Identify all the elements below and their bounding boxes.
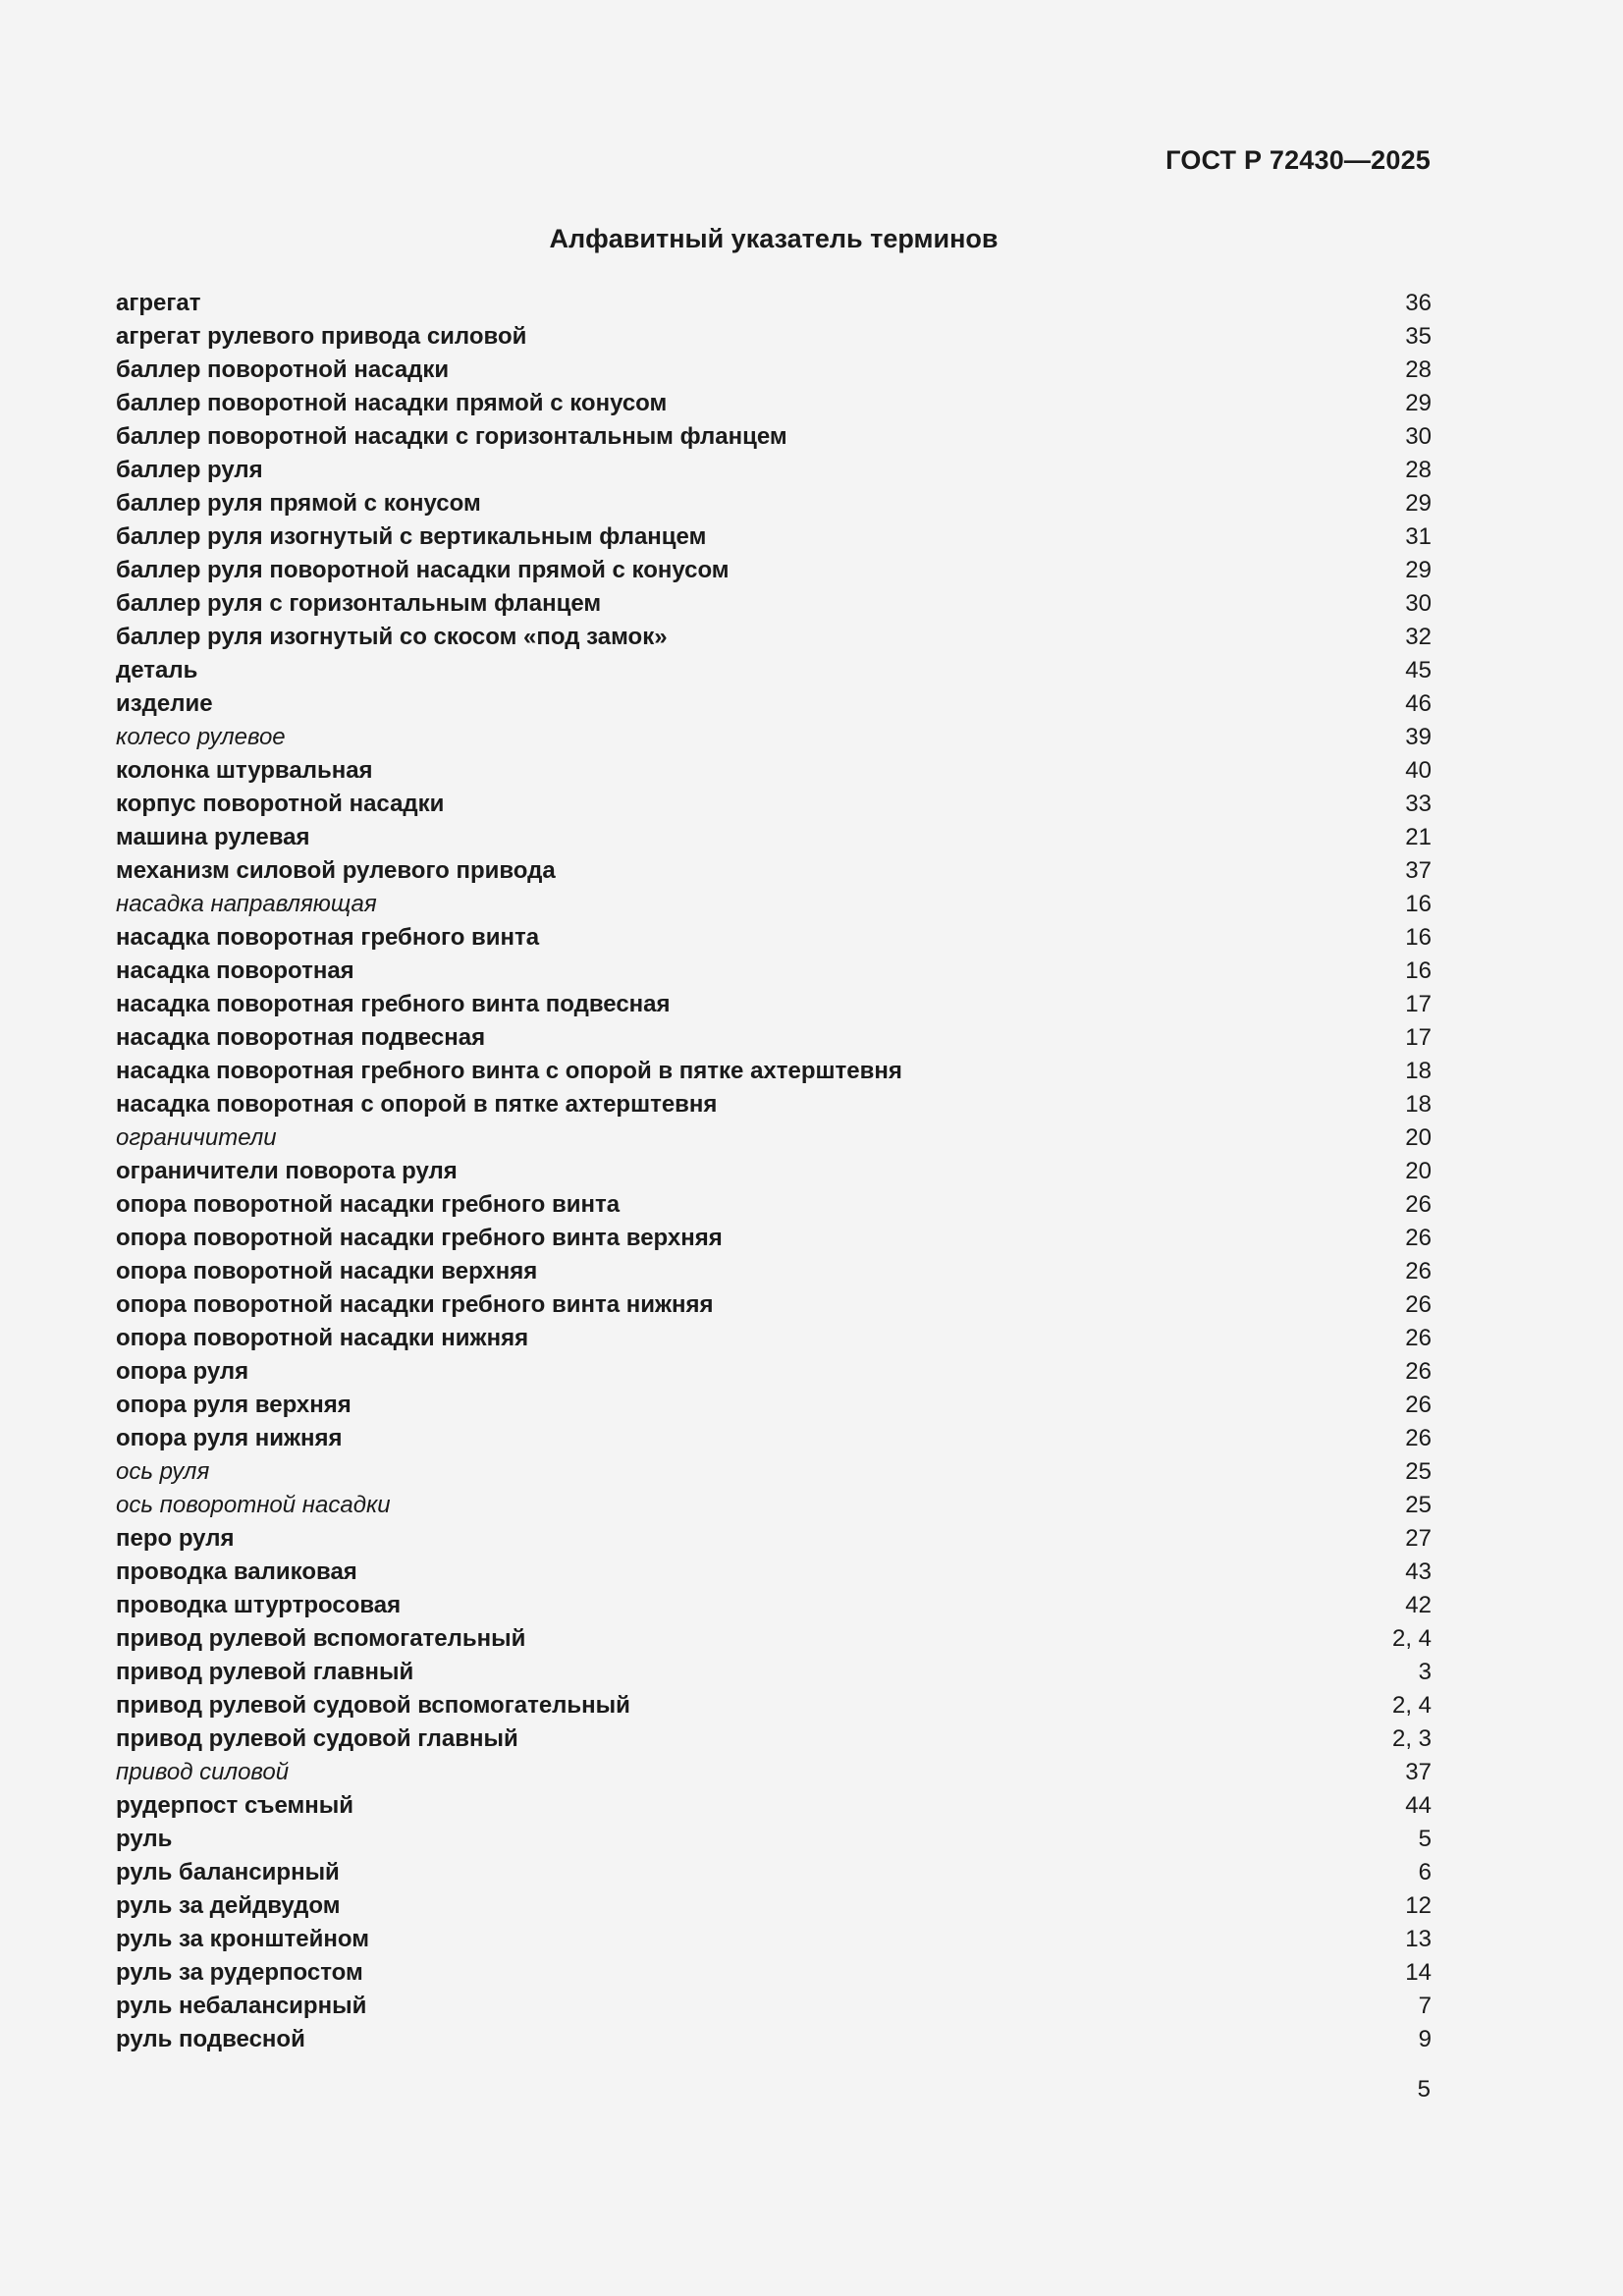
index-term: привод рулевой судовой главный: [116, 1725, 518, 1752]
index-entry: [116, 1255, 1432, 1288]
index-reference-number: 2, 4: [1391, 1692, 1432, 1719]
index-term: опора поворотной насадки гребного винта верхняя: [116, 1225, 723, 1251]
index-reference-number: 26: [1405, 1258, 1432, 1285]
index-reference-number: 16: [1405, 891, 1432, 917]
index-term: ограничители: [116, 1124, 277, 1151]
index-reference-number: 43: [1405, 1558, 1432, 1585]
index-term: баллер руля изогнутый с вертикальным фланцем: [116, 523, 707, 550]
index-reference-number: 35: [1405, 323, 1432, 350]
index-term: руль подвесной: [116, 2026, 305, 2052]
index-term: баллер руля с горизонтальным фланцем: [116, 590, 602, 617]
index-term: опора поворотной насадки верхняя: [116, 1258, 538, 1285]
index-term: проводка штуртросовая: [116, 1592, 402, 1618]
index-title: Алфавитный указатель терминов: [549, 224, 999, 253]
index-term: насадка поворотная гребного винта: [116, 924, 540, 951]
index-entry: [116, 1522, 1432, 1556]
document-code: ГОСТ Р 72430—2025: [1165, 145, 1431, 175]
index-entry: [116, 1489, 1432, 1522]
index-entry: [116, 788, 1432, 821]
index-term: опора поворотной насадки гребного винта нижняя: [116, 1291, 714, 1318]
index-entry: [116, 888, 1432, 921]
index-entry: [116, 621, 1432, 654]
index-reference-number: 7: [1418, 1993, 1432, 2019]
index-term: баллер поворотной насадки: [116, 356, 450, 383]
index-entry: [116, 2023, 1432, 2056]
index-entry: [116, 1889, 1432, 1923]
index-reference-number: 26: [1405, 1425, 1432, 1451]
index-term: проводка валиковая: [116, 1558, 357, 1585]
index-term: колонка штурвальная: [116, 757, 373, 784]
index-reference-number: 32: [1405, 624, 1432, 650]
index-entry: [116, 454, 1432, 487]
index-term: насадка направляющая: [116, 891, 377, 917]
index-reference-number: 40: [1405, 757, 1432, 784]
index-entry: [116, 487, 1432, 520]
index-term: корпус поворотной насадки: [116, 791, 445, 817]
index-entry: [116, 1689, 1432, 1722]
index-entry: [116, 354, 1432, 387]
index-reference-number: 30: [1405, 590, 1432, 617]
index-entry: [116, 1990, 1432, 2023]
index-reference-number: 33: [1405, 791, 1432, 817]
index-entry: [116, 420, 1432, 454]
index-reference-number: 21: [1405, 824, 1432, 850]
index-reference-number: 26: [1405, 1225, 1432, 1251]
index-entry: [116, 1823, 1432, 1856]
index-entry: [116, 587, 1432, 621]
index-term: ось руля: [116, 1458, 210, 1485]
index-reference-number: 25: [1405, 1492, 1432, 1518]
index-reference-number: 16: [1405, 957, 1432, 984]
index-entry: [116, 1789, 1432, 1823]
index-reference-number: 42: [1405, 1592, 1432, 1618]
index-term: насадка поворотная: [116, 957, 354, 984]
index-term: баллер поворотной насадки прямой с конусом: [116, 390, 668, 416]
index-entry: [116, 1556, 1432, 1589]
index-reference-number: 3: [1418, 1659, 1432, 1685]
index-term: баллер поворотной насадки с горизонтальным фланцем: [116, 423, 787, 450]
index-entry: [116, 988, 1432, 1021]
index-entry: [116, 821, 1432, 854]
index-term: ось поворотной насадки: [116, 1492, 391, 1518]
index-entry: [116, 687, 1432, 721]
index-term: опора поворотной насадки нижняя: [116, 1325, 529, 1351]
index-reference-number: 17: [1405, 1024, 1432, 1051]
index-reference-number: 6: [1418, 1859, 1432, 1886]
index-reference-number: 13: [1405, 1926, 1432, 1952]
index-reference-number: 2, 3: [1391, 1725, 1432, 1752]
index-term: опора поворотной насадки гребного винта: [116, 1191, 621, 1218]
index-term: агрегат рулевого привода силовой: [116, 323, 527, 350]
index-entry: [116, 1121, 1432, 1155]
index-entry: [116, 1622, 1432, 1656]
index-entry: [116, 387, 1432, 420]
index-term: машина рулевая: [116, 824, 310, 850]
index-reference-number: 31: [1405, 523, 1432, 550]
index-entry: [116, 1422, 1432, 1455]
index-entry: [116, 955, 1432, 988]
index-entry: [116, 320, 1432, 354]
index-entry: [116, 1656, 1432, 1689]
index-reference-number: 45: [1405, 657, 1432, 683]
index-term: перо руля: [116, 1525, 235, 1552]
index-entry: [116, 1455, 1432, 1489]
index-term: насадка поворотная подвесная: [116, 1024, 486, 1051]
index-term: привод рулевой судовой вспомогательный: [116, 1692, 630, 1719]
term-index-list: [116, 287, 1432, 2056]
index-reference-number: 26: [1405, 1191, 1432, 1218]
index-term: изделие: [116, 690, 213, 717]
index-reference-number: 26: [1405, 1325, 1432, 1351]
index-entry: [116, 721, 1432, 754]
index-reference-number: 20: [1405, 1124, 1432, 1151]
index-entry: [116, 1589, 1432, 1622]
page-number: 5: [1417, 2076, 1431, 2103]
index-reference-number: 28: [1405, 457, 1432, 483]
index-entry: [116, 1288, 1432, 1322]
index-term: привод силовой: [116, 1759, 290, 1785]
index-reference-number: 37: [1405, 857, 1432, 884]
index-reference-number: 46: [1405, 690, 1432, 717]
index-reference-number: 16: [1405, 924, 1432, 951]
index-entry: [116, 921, 1432, 955]
index-entry: [116, 1155, 1432, 1188]
index-term: деталь: [116, 657, 198, 683]
index-entry: [116, 1756, 1432, 1789]
index-reference-number: 2, 4: [1391, 1625, 1432, 1652]
index-term: опора руля нижняя: [116, 1425, 343, 1451]
index-entry: [116, 1389, 1432, 1422]
index-entry: [116, 1722, 1432, 1756]
index-term: баллер руля прямой с конусом: [116, 490, 481, 517]
index-reference-number: 37: [1405, 1759, 1432, 1785]
index-term: опора руля: [116, 1358, 249, 1385]
index-term: баллер руля: [116, 457, 263, 483]
index-entry: [116, 1222, 1432, 1255]
index-reference-number: 26: [1405, 1291, 1432, 1318]
index-reference-number: 27: [1405, 1525, 1432, 1552]
index-reference-number: 26: [1405, 1392, 1432, 1418]
index-term: привод рулевой главный: [116, 1659, 414, 1685]
index-reference-number: 18: [1405, 1058, 1432, 1084]
index-entry: [116, 554, 1432, 587]
index-reference-number: 36: [1405, 290, 1432, 316]
index-reference-number: 44: [1405, 1792, 1432, 1819]
index-reference-number: 20: [1405, 1158, 1432, 1184]
index-term: привод рулевой вспомогательный: [116, 1625, 526, 1652]
index-term: опора руля верхняя: [116, 1392, 352, 1418]
index-entry: [116, 654, 1432, 687]
index-reference-number: 5: [1418, 1826, 1432, 1852]
index-entry: [116, 287, 1432, 320]
index-term: колесо рулевое: [116, 724, 286, 750]
index-term: баллер руля поворотной насадки прямой с конусом: [116, 557, 730, 583]
index-term: руль: [116, 1826, 173, 1852]
index-entry: [116, 1956, 1432, 1990]
index-reference-number: 25: [1405, 1458, 1432, 1485]
index-reference-number: 30: [1405, 423, 1432, 450]
index-entry: [116, 1055, 1432, 1088]
index-reference-number: 12: [1405, 1892, 1432, 1919]
index-reference-number: 18: [1405, 1091, 1432, 1118]
index-term: руль за кронштейном: [116, 1926, 369, 1952]
index-term: насадка поворотная гребного винта с опорой в пятке ахтерштевня: [116, 1058, 902, 1084]
index-reference-number: 29: [1405, 390, 1432, 416]
index-reference-number: 17: [1405, 991, 1432, 1017]
index-term: руль за дейдвудом: [116, 1892, 341, 1919]
index-term: рудерпост съемный: [116, 1792, 354, 1819]
index-term: ограничители поворота руля: [116, 1158, 458, 1184]
index-entry: [116, 1021, 1432, 1055]
index-term: руль балансирный: [116, 1859, 340, 1886]
index-entry: [116, 520, 1432, 554]
index-term: насадка поворотная гребного винта подвесная: [116, 991, 671, 1017]
index-term: баллер руля изогнутый со скосом «под замок»: [116, 624, 668, 650]
index-reference-number: 39: [1405, 724, 1432, 750]
index-term: руль небалансирный: [116, 1993, 367, 2019]
index-entry: [116, 1923, 1432, 1956]
index-reference-number: 29: [1405, 557, 1432, 583]
index-reference-number: 9: [1418, 2026, 1432, 2052]
index-term: насадка поворотная с опорой в пятке ахтерштевня: [116, 1091, 718, 1118]
index-term: агрегат: [116, 290, 201, 316]
index-reference-number: 26: [1405, 1358, 1432, 1385]
index-entry: [116, 1322, 1432, 1355]
index-reference-number: 14: [1405, 1959, 1432, 1986]
index-entry: [116, 1088, 1432, 1121]
index-entry: [116, 1188, 1432, 1222]
index-term: механизм силовой рулевого привода: [116, 857, 556, 884]
index-entry: [116, 1355, 1432, 1389]
index-entry: [116, 1856, 1432, 1889]
index-entry: [116, 754, 1432, 788]
index-reference-number: 29: [1405, 490, 1432, 517]
index-term: руль за рудерпостом: [116, 1959, 363, 1986]
index-entry: [116, 854, 1432, 888]
index-reference-number: 28: [1405, 356, 1432, 383]
